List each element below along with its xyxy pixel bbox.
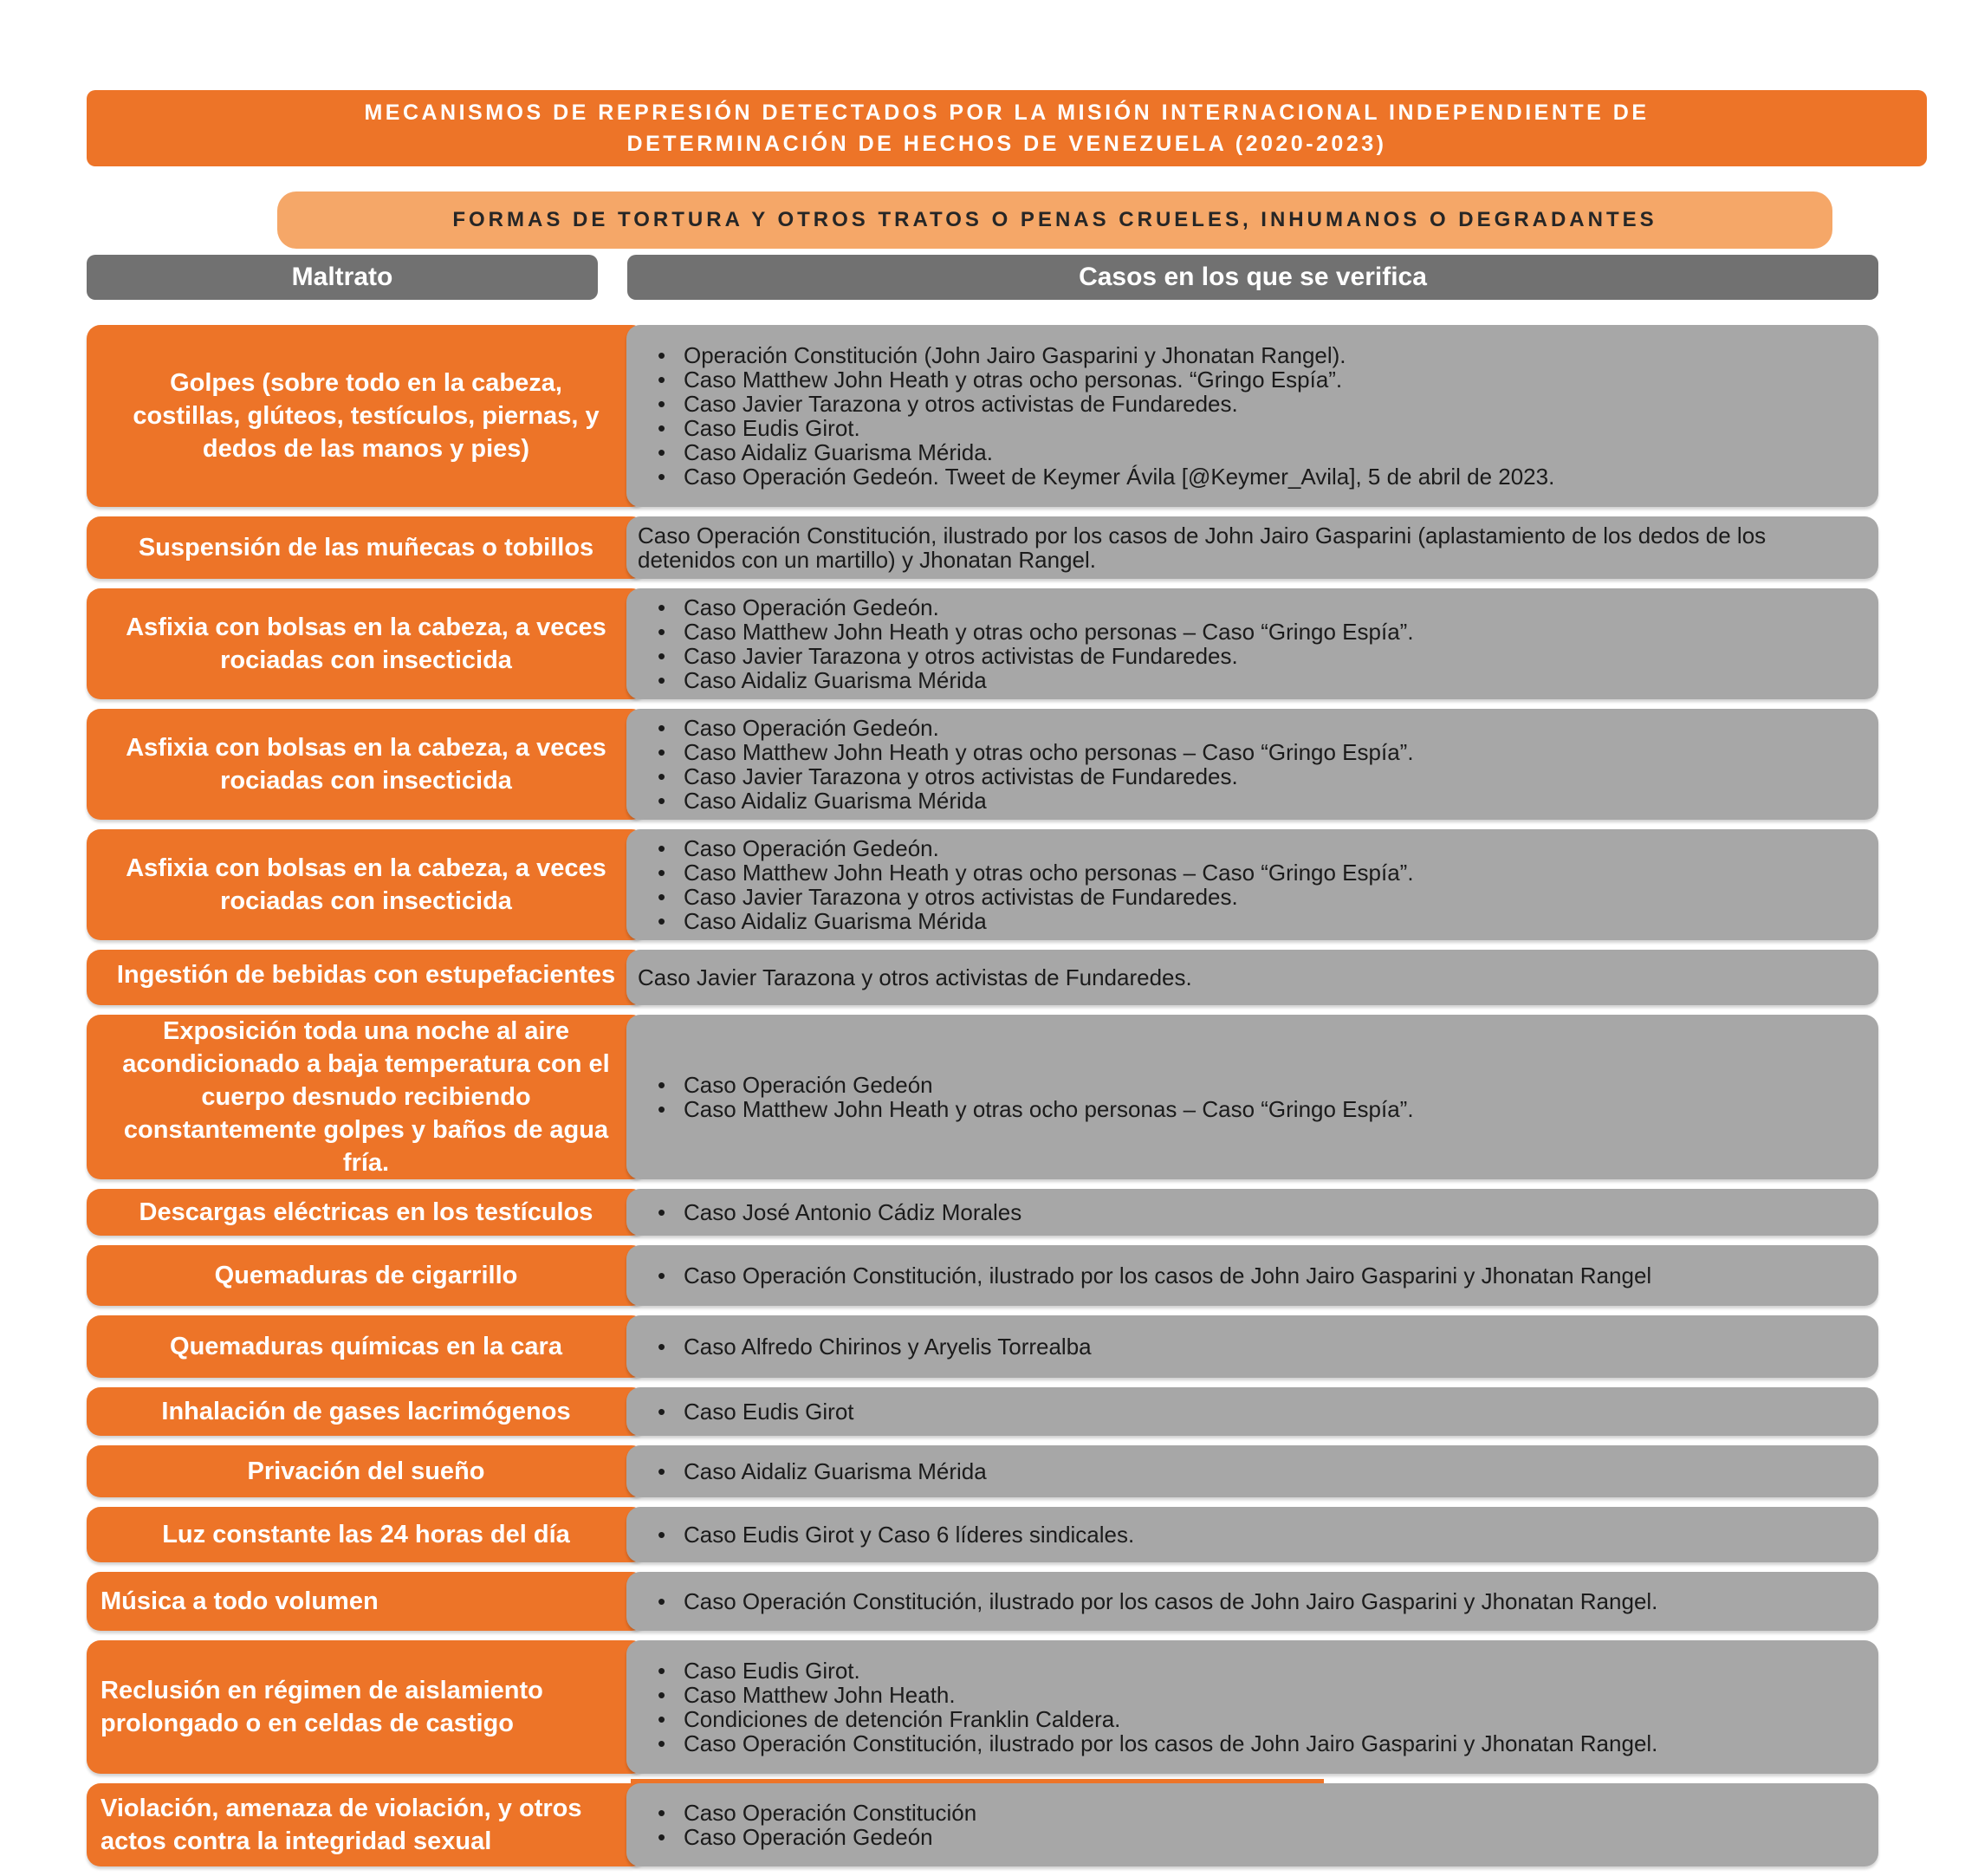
case-text: Caso Matthew John Heath y otras ocho personas. “Gringo Espía”.: [684, 367, 1343, 393]
bullet-icon: •: [658, 715, 666, 741]
bullet-icon: •: [658, 1522, 666, 1548]
case-item: [658, 1399, 854, 1424]
maltrato-label: Asfixia con bolsas en la cabeza, a veces rociadas con insecticida: [126, 854, 606, 915]
casos-cell: [626, 588, 1878, 699]
bullet-icon: •: [658, 908, 666, 934]
maltrato-label: Suspensión de las muñecas o tobillos: [138, 534, 594, 562]
case-text: Caso Matthew John Heath y otras ocho personas – Caso “Gringo Espía”.: [684, 619, 1414, 645]
case-item: [658, 836, 1414, 860]
maltrato-label: Música a todo volumen: [101, 1587, 379, 1615]
table-row: [87, 1445, 1878, 1497]
case-text: Caso Operación Constitución, ilustrado por los casos de John Jairo Gasparini y Jhonatan Rangel.: [684, 1730, 1658, 1756]
bullet-icon: •: [658, 619, 666, 645]
title-line-1: MECANISMOS DE REPRESIÓN DETECTADOS POR LA MISIÓN INTERNACIONAL INDEPENDIENTE DE: [364, 101, 1650, 125]
case-text: Caso Aidaliz Guarisma Mérida: [684, 788, 987, 814]
case-item: [658, 392, 1554, 416]
case-text: Caso Operación Gedeón.: [684, 835, 939, 861]
bullet-icon: •: [658, 643, 666, 669]
maltrato-label: Violación, amenaza de violación, y otros actos contra la integridad sexual: [101, 1795, 582, 1855]
casos-cell: [626, 1640, 1878, 1774]
case-text: Caso Operación Gedeón.: [684, 594, 939, 620]
bullet-icon: •: [658, 1588, 666, 1614]
table-row: [87, 516, 1878, 579]
maltrato-cell: [87, 1783, 645, 1866]
case-item: [658, 1683, 1657, 1707]
bullet-icon: •: [658, 464, 666, 490]
case-item: [658, 885, 1414, 909]
case-text: Caso Operación Constitución, ilustrado por los casos de John Jairo Gasparini (aplastamiento de los dedos de los detenidos con un martillo) y Jhonatan Rangel.: [638, 523, 1767, 573]
case-text: Caso Operación Gedeón.: [684, 715, 939, 741]
case-item: [658, 1659, 1657, 1683]
table-row: [87, 1189, 1878, 1236]
case-list: [658, 343, 1554, 489]
title-banner: [87, 90, 1927, 166]
case-item: [658, 1825, 976, 1849]
bullet-icon: •: [658, 1706, 666, 1732]
case-text: Condiciones de detención Franklin Caldera.: [684, 1706, 1121, 1732]
table-row: [87, 950, 1878, 1005]
maltrato-label: Ingestión de bebidas con estupefacientes: [116, 961, 616, 989]
subtitle-banner: [277, 191, 1832, 249]
maltrato-cell: [87, 1507, 645, 1562]
maltrato-cell: [87, 1387, 645, 1436]
table-row: [87, 1507, 1878, 1562]
case-text: Caso Aidaliz Guarisma Mérida: [684, 908, 987, 934]
bullet-icon: •: [658, 415, 666, 441]
bullet-icon: •: [658, 367, 666, 393]
case-list: [658, 1659, 1657, 1756]
maltrato-cell: [87, 1445, 645, 1497]
case-text: Operación Constitución (John Jairo Gasparini y Jhonatan Rangel).: [684, 342, 1346, 368]
bullet-icon: •: [658, 763, 666, 789]
casos-cell: [626, 1445, 1878, 1497]
maltrato-label: Golpes (sobre todo en la cabeza, costillas, glúteos, testículos, piernas, y dedos de las manos y pies): [133, 369, 600, 463]
case-text: Caso Matthew John Heath y otras ocho personas – Caso “Gringo Espía”.: [684, 1096, 1414, 1122]
table-row: [87, 588, 1878, 699]
case-text: Caso Operación Gedeón. Tweet de Keymer Ávila [@Keymer_Avila], 5 de abril de 2023.: [684, 464, 1555, 490]
bullet-icon: •: [658, 1263, 666, 1289]
maltrato-cell: [87, 829, 645, 940]
maltrato-cell: [87, 1015, 645, 1179]
case-list: [658, 1200, 1021, 1224]
bullet-icon: •: [658, 594, 666, 620]
case-item: [638, 965, 1192, 990]
case-text: Caso Javier Tarazona y otros activistas de Fundaredes.: [684, 643, 1238, 669]
maltrato-label: Exposición toda una noche al aire acondicionado a baja temperatura con el cuerpo desnudo recibiendo constantemente golpes y baños de agua fría.: [122, 1017, 610, 1177]
casos-cell: [626, 1572, 1878, 1631]
casos-cell: [626, 325, 1878, 507]
case-item: [658, 1200, 1021, 1224]
bullet-icon: •: [658, 342, 666, 368]
table-row: [87, 709, 1878, 820]
column-header-casos: Casos en los que se verifica: [627, 255, 1878, 300]
maltrato-cell: [87, 588, 645, 699]
case-item: [658, 668, 1414, 692]
bullet-icon: •: [658, 835, 666, 861]
bullet-icon: •: [658, 1096, 666, 1122]
maltrato-label: Quemaduras de cigarrillo: [214, 1262, 518, 1289]
table-body: [87, 325, 1878, 1876]
maltrato-label: Asfixia con bolsas en la cabeza, a veces rociadas con insecticida: [126, 613, 606, 674]
case-text: Caso Eudis Girot y Caso 6 líderes sindicales.: [684, 1522, 1135, 1548]
case-text: Caso Aidaliz Guarisma Mérida: [684, 1458, 987, 1484]
table-row: [87, 1783, 1878, 1866]
case-item: [658, 1589, 1657, 1613]
bullet-icon: •: [658, 1658, 666, 1684]
casos-cell: [626, 1245, 1878, 1306]
case-list: [658, 836, 1414, 933]
casos-cell: [626, 1015, 1878, 1179]
bullet-icon: •: [658, 739, 666, 765]
table-row: [87, 1640, 1878, 1774]
case-item: [658, 1263, 1651, 1288]
maltrato-cell: [87, 709, 645, 820]
case-item: [658, 860, 1414, 885]
case-list: [658, 1801, 976, 1849]
case-item: [658, 1801, 976, 1825]
casos-cell: [626, 709, 1878, 820]
case-list: [638, 523, 1854, 572]
casos-cell: [626, 950, 1878, 1005]
case-item: [658, 1334, 1092, 1359]
case-text: Caso Operación Constitución, ilustrado por los casos de John Jairo Gasparini y Jhonatan Rangel.: [684, 1588, 1658, 1614]
case-item: [658, 909, 1414, 933]
bullet-icon: •: [658, 1072, 666, 1098]
bullet-icon: •: [658, 1824, 666, 1850]
casos-cell: [626, 1315, 1878, 1378]
table-row: [87, 1387, 1878, 1436]
case-text: Caso Matthew John Heath.: [684, 1682, 956, 1708]
casos-cell: [626, 1783, 1878, 1866]
case-list: [658, 1589, 1657, 1613]
case-item: [658, 1522, 1134, 1547]
case-item: [658, 440, 1554, 464]
casos-cell: [626, 1189, 1878, 1236]
casos-cell: [626, 1387, 1878, 1436]
maltrato-cell: [87, 950, 645, 1005]
table-row: [87, 1572, 1878, 1631]
bullet-icon: •: [658, 884, 666, 910]
case-list: [638, 965, 1192, 990]
case-list: [658, 1399, 854, 1424]
casos-cell: [626, 1507, 1878, 1562]
case-text: Caso José Antonio Cádiz Morales: [684, 1199, 1022, 1225]
maltrato-cell: [87, 1572, 645, 1631]
bullet-icon: •: [658, 1730, 666, 1756]
case-item: [638, 523, 1854, 572]
case-item: [658, 1731, 1657, 1756]
maltrato-label: Asfixia con bolsas en la cabeza, a veces rociadas con insecticida: [126, 734, 606, 795]
table-row: [87, 829, 1878, 940]
case-text: Caso Aidaliz Guarisma Mérida: [684, 667, 987, 693]
table-header: [87, 255, 1878, 300]
case-text: Caso Alfredo Chirinos y Aryelis Torrealba: [684, 1334, 1092, 1360]
casos-cell: [626, 516, 1878, 579]
case-text: Caso Eudis Girot: [684, 1399, 854, 1425]
case-item: [658, 595, 1414, 620]
maltrato-label: Reclusión en régimen de aislamiento prolongado o en celdas de castigo: [101, 1677, 543, 1737]
bullet-icon: •: [658, 667, 666, 693]
subtitle-text: FORMAS DE TORTURA Y OTROS TRATOS O PENAS CRUELES, INHUMANOS O DEGRADANTES: [452, 208, 1657, 231]
case-item: [658, 1707, 1657, 1731]
case-text: Caso Javier Tarazona y otros activistas de Fundaredes.: [684, 884, 1238, 910]
case-text: Caso Operación Gedeón: [684, 1824, 933, 1850]
maltrato-cell: [87, 1315, 645, 1378]
case-list: [658, 1459, 987, 1483]
maltrato-cell: [87, 1640, 645, 1774]
case-item: [658, 1073, 1414, 1097]
table-row: [87, 325, 1878, 507]
bullet-icon: •: [658, 1334, 666, 1360]
case-list: [658, 595, 1414, 692]
case-text: Caso Eudis Girot.: [684, 415, 860, 441]
table-row: [87, 1245, 1878, 1306]
case-item: [658, 1459, 987, 1483]
bullet-icon: •: [658, 860, 666, 886]
maltrato-cell: [87, 1189, 645, 1236]
case-item: [658, 644, 1414, 668]
case-list: [658, 1334, 1092, 1359]
case-text: Caso Operación Constitución, ilustrado por los casos de John Jairo Gasparini y Jhonatan Rangel: [684, 1263, 1652, 1289]
table-row: [87, 1315, 1878, 1378]
case-list: [658, 716, 1414, 813]
bullet-icon: •: [658, 788, 666, 814]
case-item: [658, 764, 1414, 789]
case-list: [658, 1073, 1414, 1121]
case-item: [658, 1097, 1414, 1121]
case-list: [658, 1522, 1134, 1547]
case-item: [658, 367, 1554, 392]
bullet-icon: •: [658, 1800, 666, 1826]
case-item: [658, 343, 1554, 367]
case-item: [658, 716, 1414, 740]
case-text: Caso Operación Constitución: [684, 1800, 977, 1826]
case-item: [658, 620, 1414, 644]
case-text: Caso Matthew John Heath y otras ocho personas – Caso “Gringo Espía”.: [684, 739, 1414, 765]
case-item: [658, 416, 1554, 440]
case-text: Caso Matthew John Heath y otras ocho personas – Caso “Gringo Espía”.: [684, 860, 1414, 886]
bullet-icon: •: [658, 1458, 666, 1484]
case-text: Caso Javier Tarazona y otros activistas de Fundaredes.: [684, 763, 1238, 789]
case-item: [658, 789, 1414, 813]
case-text: Caso Aidaliz Guarisma Mérida.: [684, 439, 993, 465]
maltrato-cell: [87, 516, 645, 579]
case-text: Caso Javier Tarazona y otros activistas de Fundaredes.: [638, 964, 1192, 990]
bullet-icon: •: [658, 439, 666, 465]
title-line-2: DETERMINACIÓN DE HECHOS DE VENEZUELA (2020-2023): [626, 132, 1387, 156]
maltrato-cell: [87, 325, 645, 507]
bullet-icon: •: [658, 1199, 666, 1225]
bullet-icon: •: [658, 391, 666, 417]
maltrato-label: Luz constante las 24 horas del día: [162, 1521, 570, 1548]
maltrato-label: Privación del sueño: [247, 1457, 485, 1485]
case-item: [658, 464, 1554, 489]
bullet-icon: •: [658, 1682, 666, 1708]
maltrato-cell: [87, 1245, 645, 1306]
case-text: Caso Eudis Girot.: [684, 1658, 860, 1684]
case-item: [658, 740, 1414, 764]
case-text: Caso Operación Gedeón: [684, 1072, 933, 1098]
maltrato-label: Descargas eléctricas en los testículos: [139, 1198, 593, 1226]
case-text: Caso Javier Tarazona y otros activistas de Fundaredes.: [684, 391, 1238, 417]
bullet-icon: •: [658, 1399, 666, 1425]
table-row: [87, 1015, 1878, 1179]
column-header-maltrato: Maltrato: [87, 255, 598, 300]
maltrato-label: Quemaduras químicas en la cara: [170, 1333, 562, 1360]
maltrato-label: Inhalación de gases lacrimógenos: [161, 1398, 571, 1425]
casos-cell: [626, 829, 1878, 940]
case-list: [658, 1263, 1651, 1288]
